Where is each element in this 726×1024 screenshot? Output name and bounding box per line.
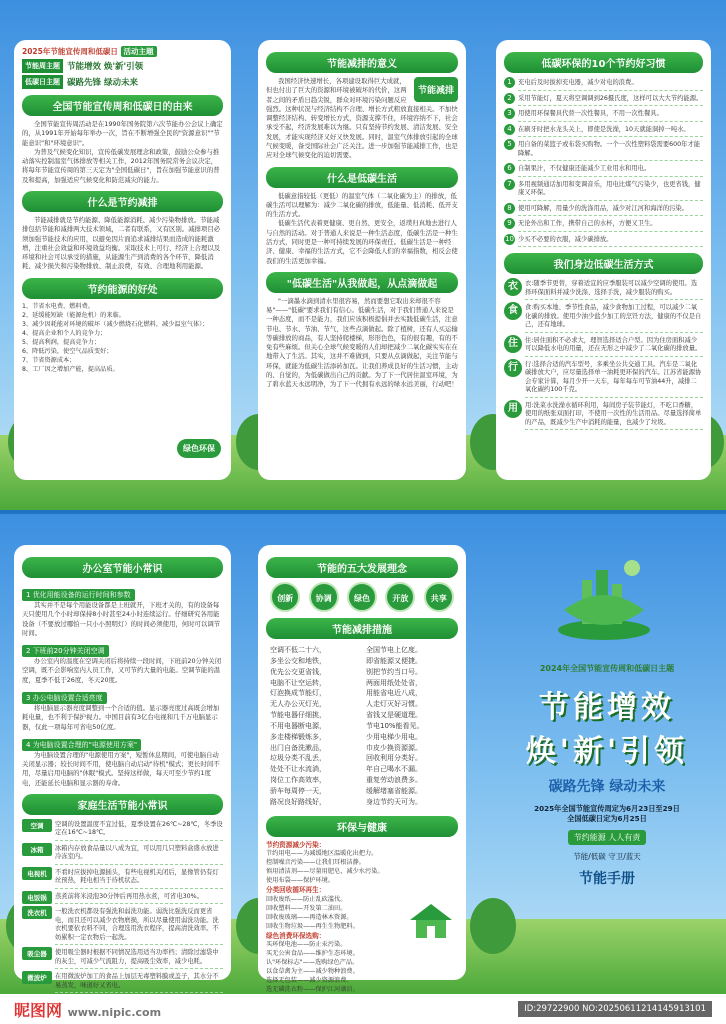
measure-line: 别把节约当口号。	[366, 667, 422, 676]
concept-circle: 绿色	[347, 582, 377, 612]
measure-line: 巾皮少换资源源。	[366, 743, 422, 752]
list-item: 5 用自备的菜篮子或布袋买购物。一个一次性塑料袋需要600年才能降解。	[504, 139, 703, 161]
paragraph: 低碳意指较低（更低）的温室气体（二氧化碳为主）的排放，低碳生活可以理解为：减少二氧化碳的排放，低能量、低消耗、低开支的生活方式。	[266, 191, 458, 219]
measure-line: 重复劳动浪费多。	[366, 776, 422, 785]
list-item: 住 住:居住面积不必求大，理智选择适合户型。因为住房面积减少可以降低水电的用量，还在无形之中减少了二氧化碳的排放量。	[504, 335, 703, 357]
measure-line: 多走楼梯锻炼多，	[270, 732, 326, 741]
house-leaf-icon	[406, 900, 456, 940]
habit-list	[504, 77, 703, 247]
measure-line: 少用电梯少用电。	[366, 732, 422, 741]
list-item: 1 充电后及时拔掉充电器，减少对电的浪费。	[504, 77, 703, 91]
list-item: 洗衣机 一般洗衣机都设有强洗和弱洗功能。弱洗比强洗反而更省电，而且还可以减少衣物磨损，所以尽量使用弱洗功能。洗衣机要依衣料不同，合理选用洗衣程序，提高清洗效率。不妨累积一定衣物后一起洗。	[22, 906, 223, 945]
concept-circle: 共享	[424, 582, 454, 612]
concept-circles	[266, 582, 458, 612]
list-item: 8 使用可降解，用量少的洗涤用品，减少对江河和海洋的污染。	[504, 203, 703, 217]
cover-tag: 节约能源 人人有责	[568, 830, 647, 845]
theme-row-1: 节能周主题 节能增效 焕'新'引领	[22, 59, 223, 73]
measure-line: 即省能源又便捷。	[366, 656, 422, 665]
list-item: 用 用:洗菜水洗澡水循环利用，每间房子装节能灯，不吃口香糖，使用的纸张双面打印，不使用一次性的生活用品。尽量选择简单的产品，既减少生产中消耗的能量，也减少了垃圾。	[504, 400, 703, 431]
section-heading: 家庭生活节能小常识	[22, 794, 223, 815]
office-tip: 3 办公电脑设置合适亮度 将电脑显示器亮度调整到一个合适的值。显示器亮度过高既会增加耗电量，也不利于保护视力。中国目前有3亿台电视和几千万电脑显示器，仅此一项每年可省电50亿度。	[22, 693, 220, 731]
measure-line: 骄车每周停一天，	[270, 786, 326, 795]
top-sheet	[0, 0, 726, 510]
measure-line: 多坐公交和地铁，	[270, 656, 326, 665]
list-item: 电饭锅 蒸煮前将米浸泡30分钟后再用热水煮，可省电30%。	[22, 891, 223, 905]
section-heading: "低碳生活"从我做起，从点滴做起	[266, 272, 458, 293]
list-item: 电视机 不看时应拔掉电源插头，有些电视机关闭后，显像管仍有灯丝预热，耗电相当于待机状态。	[22, 867, 223, 889]
list-item: 10 少买不必要的衣服，减少碳排放。	[504, 234, 703, 248]
measure-line: 空调不低二十六，	[270, 646, 326, 654]
cover-year-line: 2024年全国节能宣传周和低碳日主题	[539, 664, 675, 673]
top-line: 2025年节能宣传周和低碳日 活动主题	[22, 46, 223, 57]
measure-line: 垃圾分类不乱丢，	[270, 754, 326, 763]
paragraph: 节能减排就是节约能源、降低能源消耗、减少污染物排放。节能减排包括节能和减排两大技术领域，二者有联系，又有区别。减排项目必须加强节能技术的应用，以避免因片面追求减排结果而造成的能耗激增，注重社会效益和环境效益均衡。采取技术上可行、经济上合理以及环境和社会可以承受的措施，从能源生产到消费的各个环节，降低消耗、减少损失和污染物排放、制止浪费，有效、合理地利用能源。	[22, 215, 221, 271]
office-tip: 4 为电脑设置合理的"电源使用方案" 为电脑设置合理的"电源使用方案"，短暂休息期间，可使电脑自动关闭显示器；较长时间不用，使电脑自动启动"待机"模式；更长时间不用，尽量启用电脑的"休眠"模式。坚持这样做，每天可至少节约1度电，还能延长电脑和显示器的寿命。	[22, 740, 220, 787]
cover-title-line2: 焕'新'引领	[525, 734, 689, 769]
concept-circle: 创新	[270, 582, 300, 612]
cover-handbook-title: 节能手册	[579, 871, 635, 888]
section-heading: 节能减排的意义	[266, 52, 458, 73]
section-heading: 节能减排措施	[266, 618, 458, 639]
measure-line: 节能电器仔细挑，	[270, 711, 326, 720]
measure-line: 不用电器断电源，	[270, 721, 326, 730]
list-item: 衣 衣:随季节更替，穿着适宜的应季服装可以减少空调的使用。选择环保面料并减少洗涤、选择手洗，减少服装的购买。	[504, 278, 703, 300]
leaf-city-logo-icon	[544, 540, 664, 650]
list-item: 吸尘器 使用吸尘器时根据不同情况选用适当功率档；清除过滤袋中的灰尘，可减少气流阻力，提高吸尘效率，减少电耗。	[22, 947, 223, 969]
lifestyle-list	[504, 278, 703, 430]
measure-line: 节电10%能看见。	[366, 721, 424, 730]
list-item: 行 行:选择合适的汽车型号，多乘坐公共交通工具。汽车是二氧化碳排放大户，应尽量选择单一油耗更环保的汽车。江苏省能源协会专家计算，每月少开一天车，每年每车可节油44升，减排二氧化碳约100千克。	[504, 359, 703, 398]
list-item: 空调 空调的设置温度不宜过低，夏季设置在26℃~28℃，冬季设定在16℃~18℃。	[22, 819, 223, 841]
theme-row-2: 低碳日主题 碳路先锋 绿动未来	[22, 75, 223, 89]
list-item: 食 食:购买本地、季节性食品，减少食物加工过程，可以减少二氧化碳的排放。使用少油少盐少加工的烹饪方法，健康的不仅是自己，还有地球。	[504, 302, 703, 333]
measure-line: 回收利用分类好。	[366, 754, 422, 763]
section-heading: 全国节能宣传周和低碳日的由来	[22, 95, 223, 116]
office-tip: 2 下班前20分钟关闭空调 办公室内的温度在空调关闭后将持续一段时间，下班前20分钟关闭空调，既不会影响室内人员工作，又可节约大量的电能。空调节能的温度，夏季不低于26度，冬天20度。	[22, 647, 222, 684]
watermark-brand: 昵图网 www.nipic.com	[14, 1000, 162, 1020]
section-heading: 节能的五大发展理念	[266, 557, 458, 578]
panel-habits	[496, 40, 711, 480]
panel-office-tips	[14, 545, 231, 989]
measure-line: 人走灯灭好习惯。	[366, 700, 422, 709]
section-heading: 环保与健康	[266, 816, 458, 837]
section-heading: 办公室节能小常识	[22, 557, 223, 578]
list-item: 7 多用视频通话加用和变调音乐，用电比煤气污染少，也更省钱，健康又环保。	[504, 179, 703, 201]
eco-badge: 绿色环保	[177, 439, 221, 458]
measures-list	[266, 643, 458, 810]
panel-measures	[258, 545, 466, 994]
paragraph: "一滴墨水滴到清水里很容易，然而要想它取出来却很不容易"——"低碳"要求我们有信心。低碳生活，对于我们普通人来说是一种态度，而不是能力，我们应该积极提倡并去实践低碳生活，注意节电、节水、节油、节气，这些点滴做起。除了植树，还有人买运输等碳排放的商品，有人坚持爬楼梯，形形色色，有的很有趣，有的不免有些麻烦。但关心全球气候变暖的人们却把减少二氧化碳实实在在地带入了生活。其实，这并不难做到，只要从点滴做起，关注节能与环保，就能为低碳生活添砖加瓦。让我们养成良好的生活习惯，主动的、自觉的，为低碳做出自己的贡献。为了下一代居住温室环境，为了碧水蓝天永远明净，为了下一代拥有永远的绿水远美丽，行动吧！	[266, 296, 458, 389]
section-heading: 低碳环保的10个节约好习惯	[504, 52, 703, 73]
measure-line: 年自己喝水不漏。	[366, 765, 422, 774]
watermark-footer	[0, 994, 726, 1024]
list-item: 2 采用节能灯，夏天将空调调到26摄氏度，这样可以大大节约能源。	[504, 93, 703, 107]
cover-panel	[488, 520, 726, 990]
paragraph: 低碳生活代表着更健康、更自然、更安全，返璞归真地去进行人与自然的活动。对于普通人来说是一种生活态度，低碳生活是一种生活方式，同时更是一种可持续发展的环保责任。低碳生活是一种经济、健康、幸福的生活方式，它不会降低人们的幸福指数，相反会使我们的生活更加幸福。	[266, 219, 458, 265]
measure-line: 出门自备洗漱品，	[270, 743, 326, 752]
office-tip: 1 优化用能设备的运行时间和参数 其实并不是每个用能设备都是上班就开，下班才关的，有的设备每天只使用几个小时却保持8小时甚至24小时连续运行。仔细研究各用能设备（不要放过哪怕一只小小照明灯）的时间必须使用，何时可以调节时间。	[22, 591, 221, 637]
concept-circle: 开放	[385, 582, 415, 612]
energy-sign-icon: 节能减排	[414, 77, 458, 102]
measure-line: 电脑不让空运转，	[270, 678, 326, 687]
measure-line: 优先公交更省钱，	[270, 667, 326, 676]
paragraph: 为普及气候变化知识，宣传低碳发展理念和政策，鼓励公众参与推动落实控制温室气体排放等相关工作，2012年国务院常务会议决定，将每年节能宣传周的第三天定为"全国低碳日"，旨在加强节能意识的普及和提高，加强适应气候变化和防范减灾的能力。	[22, 147, 220, 184]
list-item: 冰箱 冰箱内存放食品量以八成为宜，可以用几只塑料盒盛水放进冷冻室内。	[22, 843, 223, 865]
list-item: 3 用使用环保餐具代替一次性餐具，不用一次性餐具。	[504, 108, 703, 122]
section-heading: 什么是节约减排	[22, 191, 223, 212]
paragraph: 全国节能宣传周活动是在1990年国务院第六次节能办公会议上确定的，从1991年开始每年举办一次，旨在不断增强全民的"资源意识""节能意识"和"环境意识"。	[22, 120, 223, 147]
cover-slogan: 碳路先锋 绿动未来	[548, 779, 666, 795]
measure-line: 路况良好路线好，	[270, 797, 326, 806]
concept-circle: 协调	[309, 582, 339, 612]
measure-line: 全国节电上亿度。	[366, 646, 422, 654]
cover-dates: 2025年全国节能宣传周定为6月23日至29日 全国低碳日定为6月25日	[534, 804, 680, 824]
measure-line: 用能省电近八成，	[366, 689, 422, 698]
section-heading: 什么是低碳生活	[266, 167, 458, 188]
health-list: 节约资源减少污染： 节约用电——为减缓地区温暖化出把力。 控制噪音污染——让我们耳根洁静。 慎用清洁剂——尽量用肥皂，减少水污染。 使用布袋——保护环境。 分类回收循环再生： 回收废纸——防止乱砍滥伐。 回收塑料——开发第二油田。 回收废玻璃——再造林木资源。 回收生物垃圾——再生生物肥料。 绿色消费环保选购： 买环保电池——防止汞污染。 买无公害食品——维护生态环境。 认"环保标志"——选购绿色产品。 以食草禽为主——减少物种浪费。 选择无包装——减少资源浪费。 选无磷洗衣粉——保护江河湖泊。	[266, 840, 384, 994]
measure-line: 缓解堵塞省能源。	[366, 786, 422, 795]
measure-line: 两面用纸处处省，	[366, 678, 422, 687]
cover-title-line1: 节能增效	[539, 690, 675, 725]
measure-line: 灯泡换成节能灯，	[270, 689, 326, 698]
section-heading: 我们身边低碳生活方式	[504, 253, 703, 274]
list-item: 6 自制果汁，不仅健康还能减少工业用水和用电。	[504, 163, 703, 177]
panel-meaning	[258, 40, 466, 480]
measure-line: 岗位工作高效率，	[270, 776, 326, 785]
watermark-id: ID:29722900 NO:20250611214145913101	[518, 1001, 712, 1017]
list-item: 4 在刷牙时把水龙头关上，即使是洗澡，10天就能洞掉一吨水。	[504, 124, 703, 138]
cover-subline: 节能/低碳 守卫/蓝天	[573, 852, 641, 862]
home-tip-list	[22, 819, 223, 994]
panel-intro	[14, 40, 231, 480]
benefits-list: 1、节省水电费、燃料费。 2、延缓能短缺（能源危机）的来临。 3、减少因耗能对环境的破坏（减少燃烧石化燃料，减少温室气体）； 4、提高企业和个人的竞争力； 5、提高利润，提高竞争力； 6、降低污染，使空气品质变好； 7、节省资源成本； 8、工厂因之增加产能，提高品质。	[22, 302, 209, 373]
section-heading: 节约能源的好处	[22, 278, 223, 299]
list-item: 9 无论外出和工作，携带自己的水杯，方便又卫生。	[504, 218, 703, 232]
measure-line: 无人办公灭灯光，	[270, 700, 326, 709]
paragraph: 我国经济快速增长，各项建设取得巨大成就，但也付出了巨大的资源和环境被破坏的代价，这两者之间的矛盾日趋尖锐，群众对环境污染问题反应强烈。这种状况与经济结构不合理、增长方式粗放直接相关。不加快调整经济结构、转变增长方式，资源支撑不住，环境容纳不下，社会承受不起，经济发展难以为继。只有坚持节约发展、清洁发展、安全发展，才能实现经济又好又快发展。同时，温室气体排放引起的全球气候变暖，备受国际社会广泛关注。进一步加强节能减排工作，也是应对全球气候变化的迫切需要。	[266, 77, 458, 160]
measure-line: 身边节约天可为。	[366, 797, 422, 806]
measure-line: 处处不让水流淌，	[270, 765, 326, 774]
measure-line: 省钱又是硬道理。	[366, 711, 422, 720]
list-item: 微波炉 在用微波炉加工的食品上加层无毒塑料膜或盖子，其水分不易蒸发，味道好又省电。	[22, 971, 223, 993]
